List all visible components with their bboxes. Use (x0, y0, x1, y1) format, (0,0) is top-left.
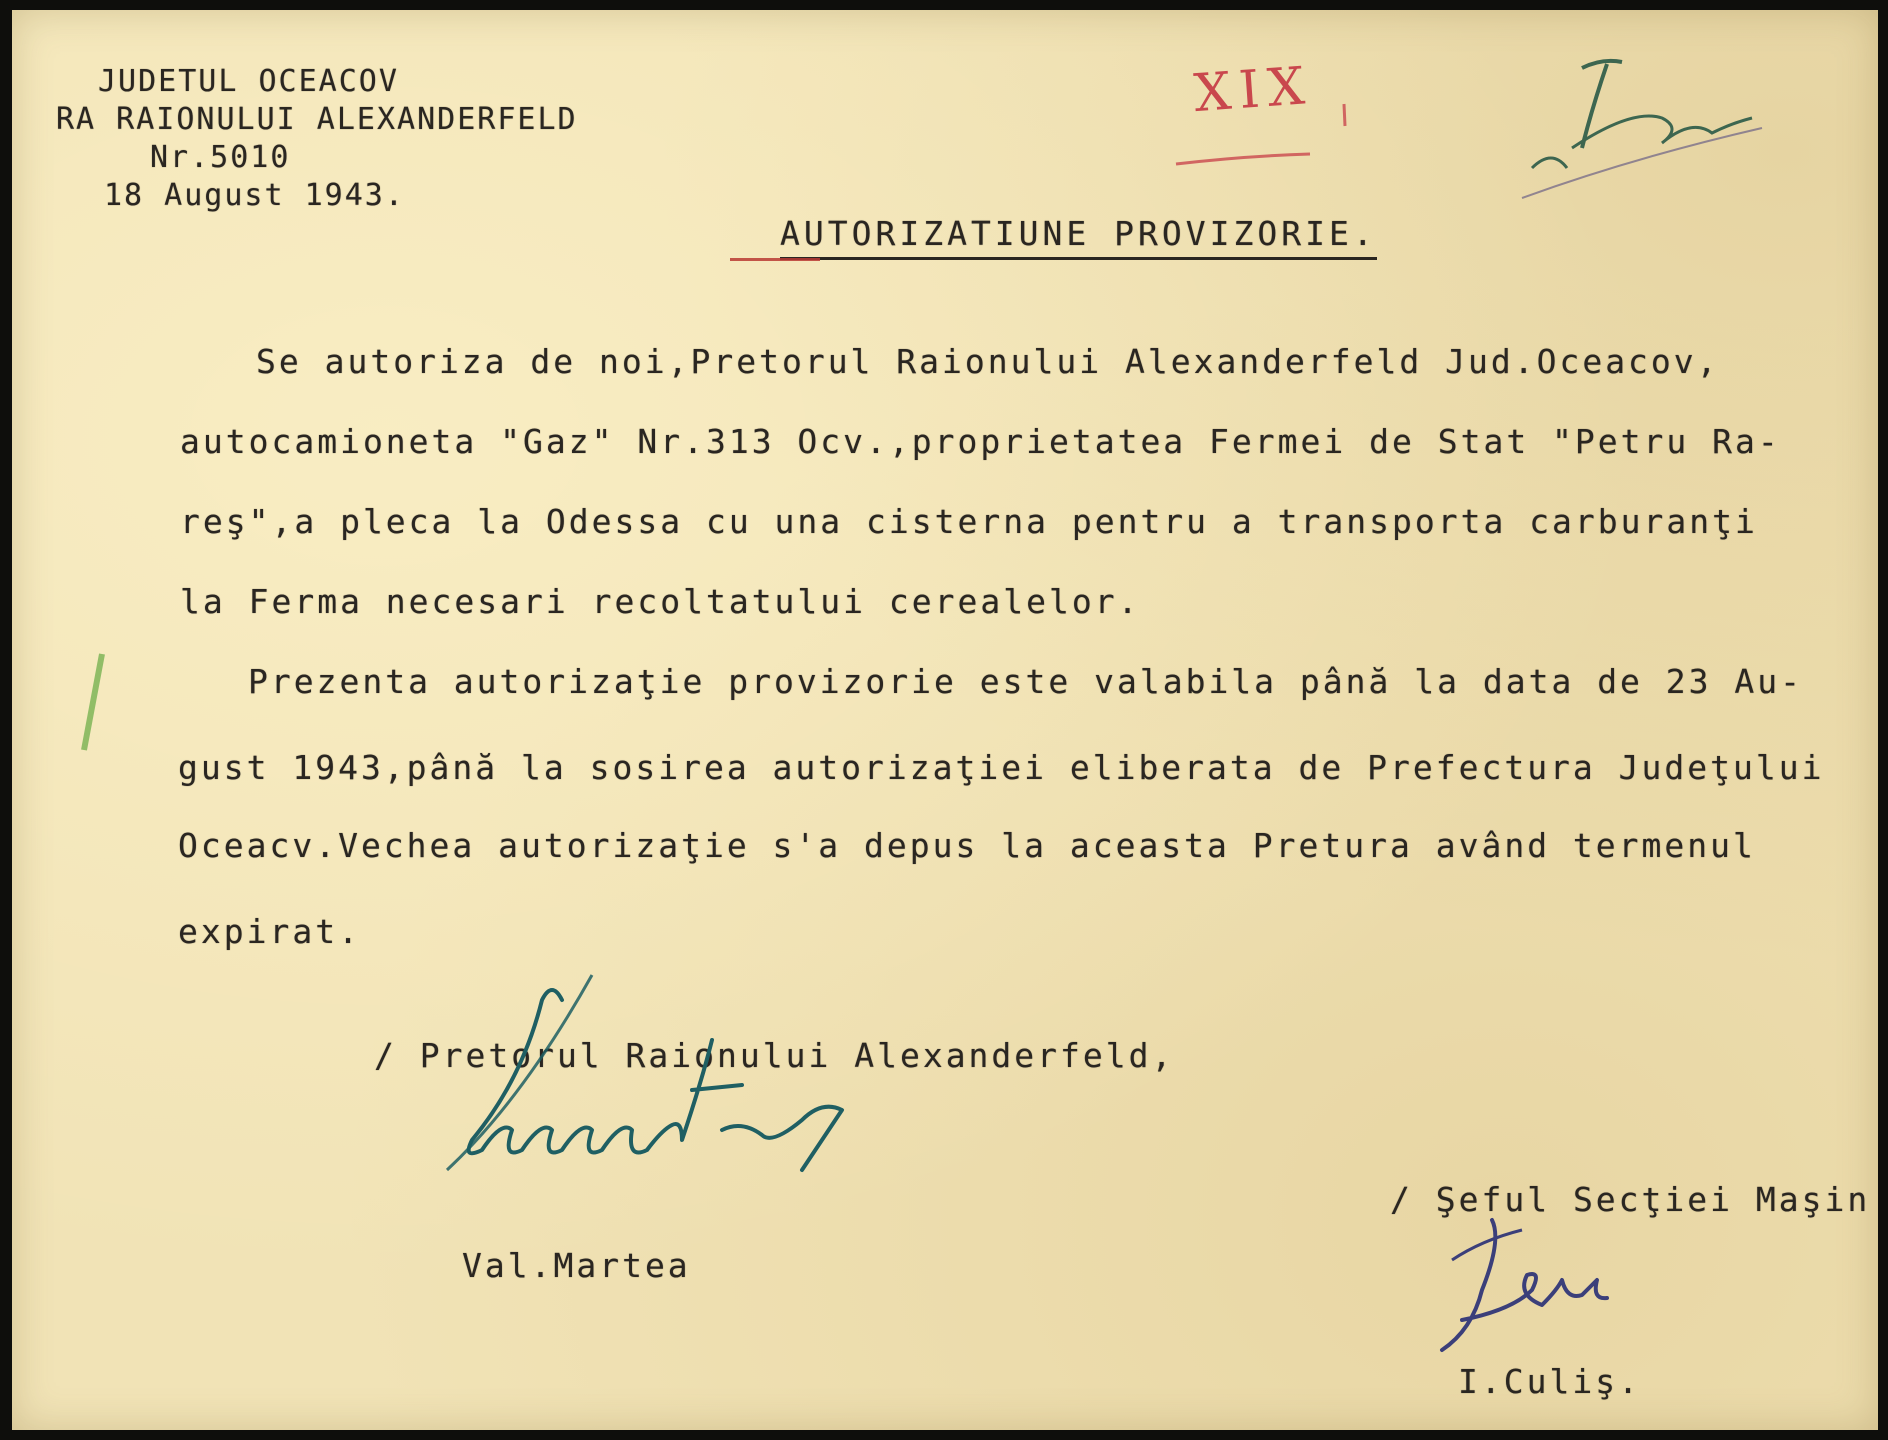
signature-right-name: I.Culiş. (1458, 1362, 1641, 1401)
title-red-underline (730, 258, 820, 261)
signature-left-name: Val.Martea (462, 1246, 691, 1285)
body-p2-line-2: gust 1943,până la sosirea autorizaţiei eliberata de Prefectura Judeţului (178, 748, 1825, 787)
body-p1-line-2: autocamioneta "Gaz" Nr.313 Ocv.,proprietatea Fermei de Stat "Petru Ra- (180, 422, 1781, 461)
document-sheet (12, 10, 1878, 1430)
top-right-initials-signature (1512, 48, 1772, 208)
body-p1-line-3: reş",a pleca la Odessa cu una cisterna pentru a transporta carburanţi (180, 502, 1758, 541)
body-p1-line-4: la Ferma necesari recoltatului cerealelor. (180, 582, 1141, 621)
signature-left-title: / Pretorul Raionului Alexanderfeld, (374, 1036, 1175, 1075)
red-pencil-underline (1174, 150, 1314, 170)
header-date: 18 August 1943. (104, 178, 405, 213)
body-p2-line-1: Prezenta autorizaţie provizorie este valabila până la data de 23 Au- (248, 662, 1804, 701)
red-pencil-tick (1340, 102, 1350, 132)
header-county: JUDETUL OCEACOV (98, 64, 399, 99)
handwritten-signature-culis (1432, 1200, 1632, 1370)
signature-right-title: / Şeful Secţiei Maşin (1390, 1180, 1871, 1219)
document-title: AUTORIZATIUNE PROVIZORIE. (780, 214, 1377, 260)
green-pencil-mark (72, 650, 112, 760)
body-p2-line-4: expirat. (178, 912, 361, 951)
handwritten-signature-martea (442, 970, 962, 1210)
body-p1-line-1: Se autoriza de noi,Pretorul Raionului Alexanderfeld Jud.Oceacov, (256, 342, 1720, 381)
header-number: Nr.5010 (150, 140, 291, 175)
roman-numeral-annotation: XIX (1192, 55, 1315, 125)
header-office: RA RAIONULUI ALEXANDERFELD (56, 102, 578, 137)
body-p2-line-3: Oceacv.Vechea autorizaţie s'a depus la aceasta Pretura având termenul (178, 826, 1756, 865)
